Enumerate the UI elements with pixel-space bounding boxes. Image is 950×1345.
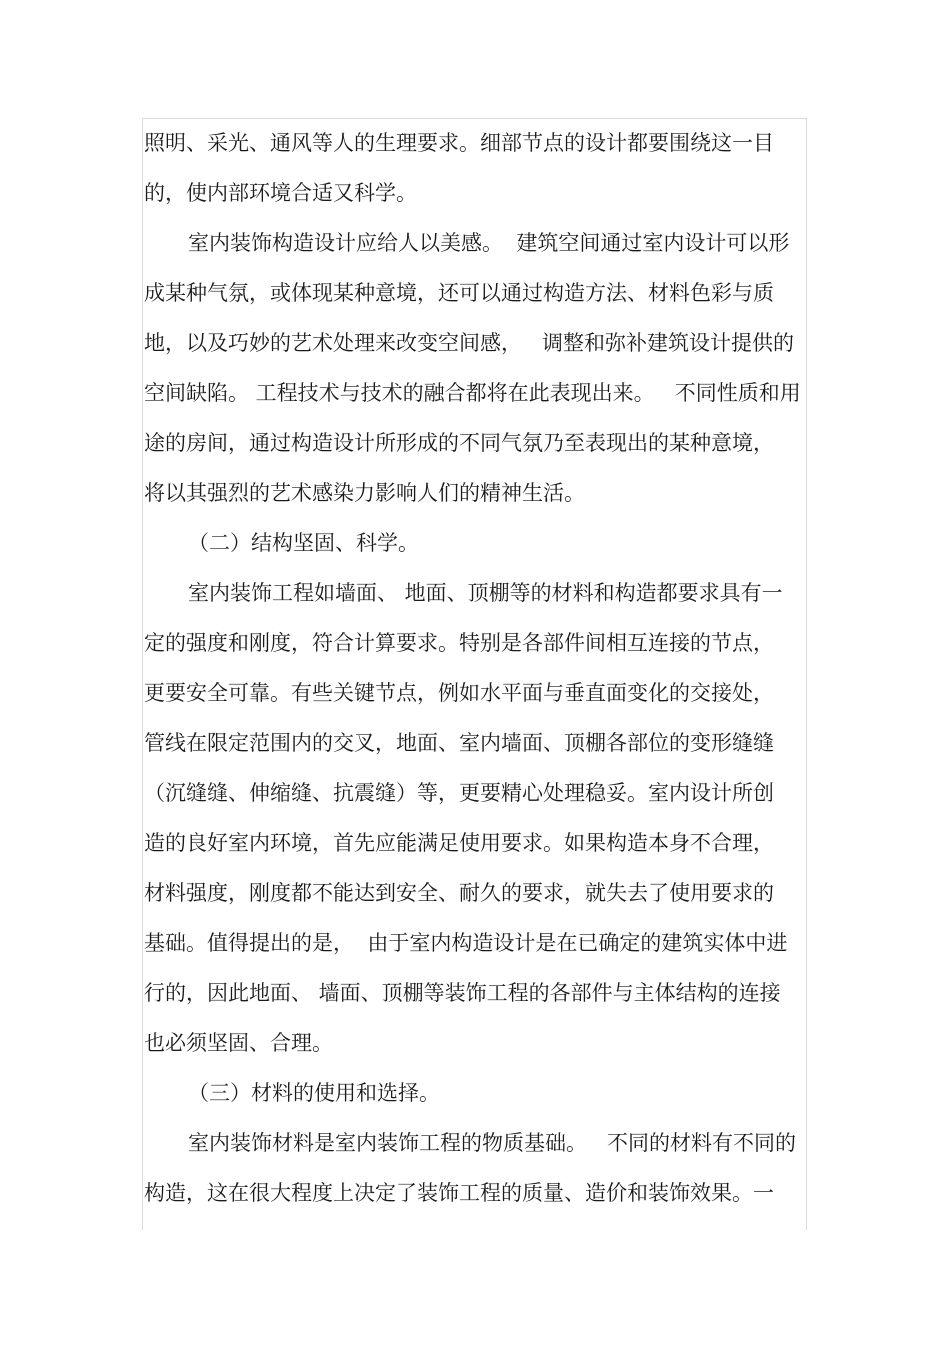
text-line: 行的，因此地面、 墙面、顶棚等装饰工程的各部件与主体结构的连接 [144,981,781,1005]
text-line: 照明、采光、通风等人的生理要求。细部节点的设计都要围绕这一目 [144,131,774,155]
text-line: 地，以及巧妙的艺术处理来改变空间感， 调整和弥补建筑设计提供的 [144,331,795,355]
text-line: 将以其强烈的艺术感染力影响人们的精神生活。 [144,481,585,505]
text-line: 室内装饰材料是室内装饰工程的物质基础。 不同的材料有不同的 [188,1131,797,1155]
text-line: 室内装饰构造设计应给人以美感。 建筑空间通过室内设计可以形 [188,231,790,255]
text-line: 构造，这在很大程度上决定了装饰工程的质量、造价和装饰效果。一 [144,1181,774,1205]
text-line: 也必须坚固、合理。 [144,1031,333,1055]
text-line: 途的房间，通过构造设计所形成的不同气氛乃至表现出的某种意境， [144,431,774,455]
text-line: 材料强度，刚度都不能达到安全、耐久的要求，就失去了使用要求的 [144,881,774,905]
section-heading: （三）材料的使用和选择。 [188,1081,440,1105]
text-line: 定的强度和刚度，符合计算要求。特别是各部件间相互连接的节点， [144,631,774,655]
text-line: 成某种气氛，或体现某种意境，还可以通过构造方法、材料色彩与质 [144,281,774,305]
text-line: 室内装饰工程如墙面、 地面、顶棚等的材料和构造都要求具有一 [188,581,783,605]
text-line: 造的良好室内环境，首先应能满足使用要求。如果构造本身不合理， [144,831,774,855]
text-line: 空间缺陷。 工程技术与技术的融合都将在此表现出来。 不同性质和用 [144,381,801,405]
text-line: （沉缝缝、伸缩缝、抗震缝）等，更要精心处理稳妥。室内设计所创 [144,781,774,805]
section-heading: （二）结构坚固、科学。 [188,531,419,555]
text-line: 的，使内部环境合适又科学。 [144,181,417,205]
text-line: 基础。值得提出的是， 由于室内构造设计是在已确定的建筑实体中进 [144,931,788,955]
text-line: 管线在限定范围内的交叉，地面、室内墙面、顶棚各部位的变形缝缝 [144,731,774,755]
text-line: 更要安全可靠。有些关键节点，例如水平面与垂直面变化的交接处， [144,681,774,705]
